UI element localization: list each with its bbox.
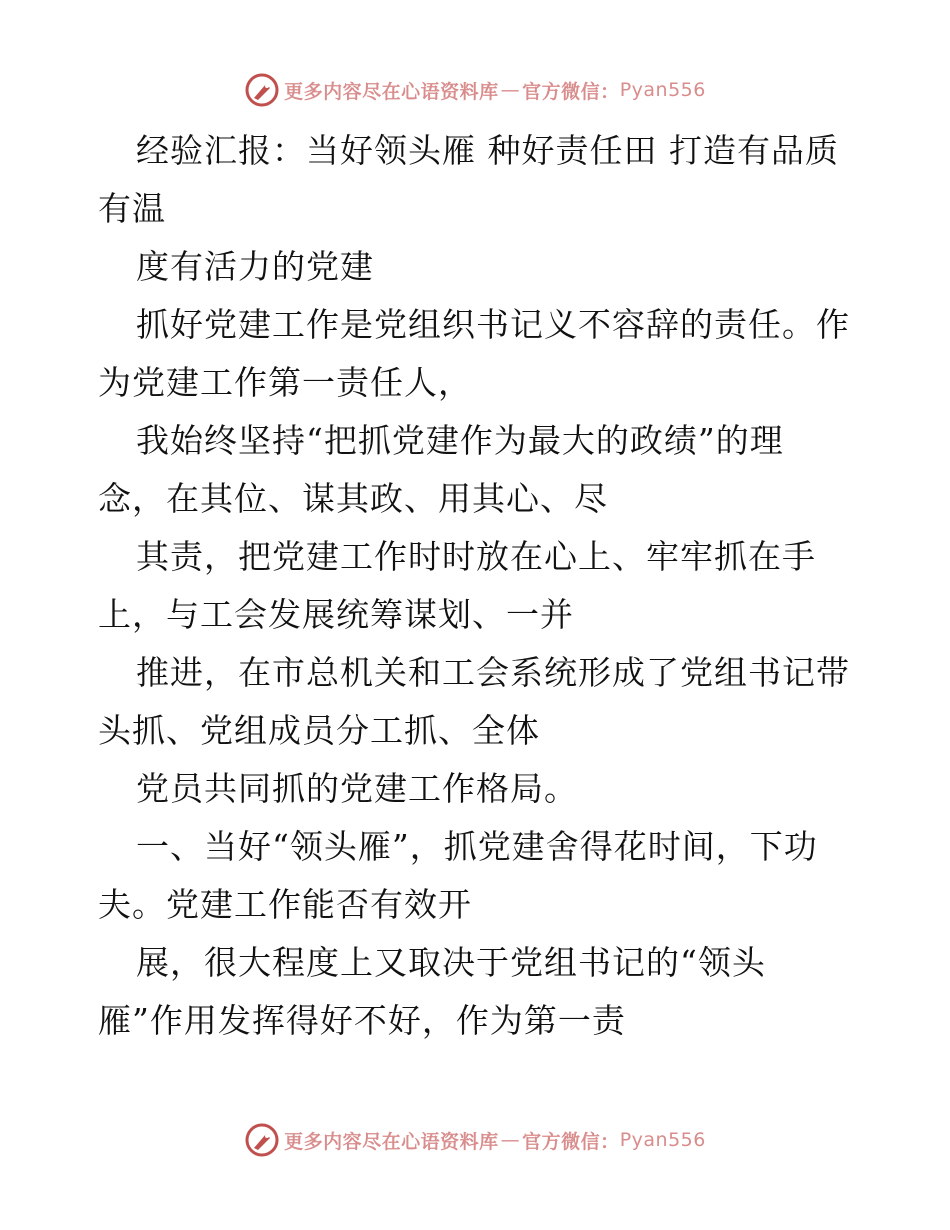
pen-nib-icon — [244, 72, 280, 108]
header-watermark — [0, 70, 950, 110]
text-line: 经验汇报：当好领头雁 种好责任田 打造有品质 — [136, 131, 839, 170]
text-line: 雁”作用发挥得好不好，作为第一责 — [98, 1001, 626, 1040]
text-line: 有温 — [98, 189, 166, 228]
watermark-separator: — — [500, 1129, 521, 1151]
watermark-text: 更多内容尽在心语资料库 — [284, 80, 499, 103]
text-line: 抓好党建工作是党组织书记义不容辞的责任。作 — [136, 305, 850, 344]
text-line: 推进，在市总机关和工会系统形成了党组书记带 — [136, 653, 850, 692]
watermark-handle: Pyan556 — [619, 1129, 706, 1151]
watermark-handle: Pyan556 — [619, 79, 706, 101]
text-line: 头抓、党组成员分工抓、全体 — [98, 711, 540, 750]
watermark-text: 更多内容尽在心语资料库 — [284, 1130, 499, 1153]
text-line: 一、当好“领头雁”，抓党建舍得花时间，下功 — [136, 827, 818, 866]
text-line: 展，很大程度上又取决于党组书记的“领头 — [136, 943, 766, 982]
watermark-wechat-label: 官方微信： — [522, 80, 620, 103]
text-line: 度有活力的党建 — [136, 247, 374, 286]
watermark-wechat-label: 官方微信： — [522, 1130, 620, 1153]
text-line: 其责，把党建工作时时放在心上、牢牢抓在手 — [136, 537, 816, 576]
document-body — [98, 122, 858, 1050]
text-line: 我始终坚持“把抓党建作为最大的政绩”的理 — [136, 421, 784, 460]
watermark-separator: — — [500, 79, 521, 101]
text-line: 夫。党建工作能否有效开 — [98, 885, 472, 924]
pen-nib-icon — [244, 1122, 280, 1158]
footer-watermark — [0, 1120, 950, 1160]
text-line: 为党建工作第一责任人， — [98, 363, 472, 402]
text-line: 党员共同抓的党建工作格局。 — [136, 769, 578, 808]
text-line: 念，在其位、谋其政、用其心、尽 — [98, 479, 608, 518]
text-line: 上，与工会发展统筹谋划、一并 — [98, 595, 574, 634]
